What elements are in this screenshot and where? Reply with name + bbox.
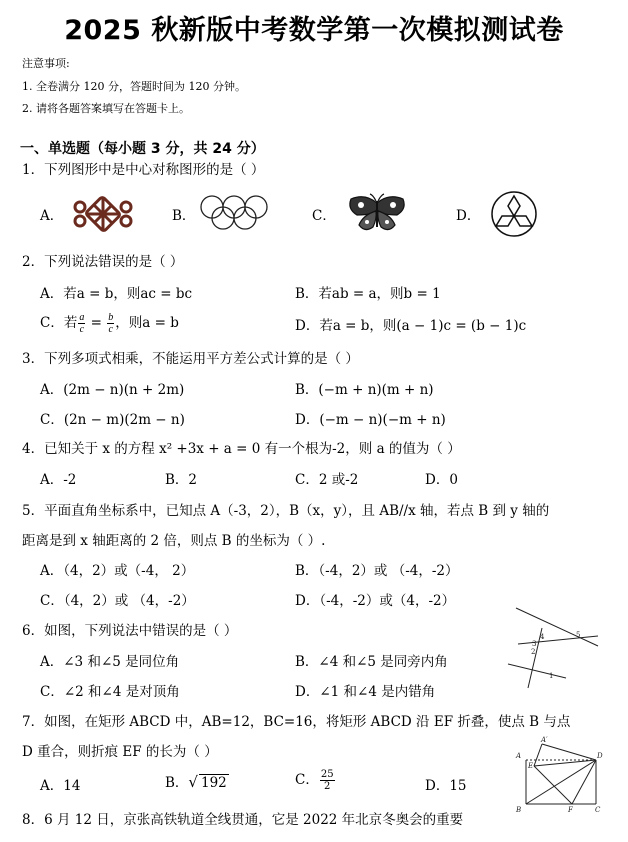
question-7-stem-line-2: D 重合，则折痕 EF 的长为（ ） — [22, 744, 218, 760]
q4-option-c: C．2 或-2 — [295, 472, 359, 488]
page-title: 2025 秋新版中考数学第一次模拟测试卷 — [64, 15, 564, 46]
q6-option-d: D．∠1 和∠4 是内错角 — [295, 684, 436, 700]
q2-option-a: A．若a = b，则ac = bc — [40, 286, 193, 302]
angle-label-4: 4 — [540, 633, 545, 641]
point-label-b: B — [516, 806, 522, 814]
notice-title: 注意事项: — [22, 57, 70, 70]
q7-option-b-label: B． — [165, 775, 189, 791]
question-8-stem: 8．6 月 12 日，京张高铁轨道全线贯通，它是 2022 年北京冬奥会的重要 — [22, 812, 464, 828]
q1-option-b-label: B． — [172, 208, 196, 224]
question-2-stem: 2．下列说法错误的是（ ） — [22, 254, 184, 270]
point-label-c: C — [595, 806, 601, 814]
olympic-rings-icon — [198, 192, 270, 234]
folded-rectangle-figure — [512, 736, 608, 814]
equals-sign: = — [86, 315, 107, 331]
point-label-d: D — [597, 752, 603, 760]
q3-option-b: B．(−m + n)(m + n) — [295, 382, 434, 398]
q7-option-c — [295, 768, 336, 792]
q3-option-a: A．(2m − n)(n + 2m) — [40, 382, 185, 398]
q6-option-b: B．∠4 和∠5 是同旁内角 — [295, 654, 448, 670]
butterfly-icon — [345, 193, 409, 235]
notice-item-1: 1. 全卷满分 120 分，答题时间为 120 分钟。 — [22, 80, 246, 93]
point-label-e: E — [528, 762, 534, 770]
q2-option-c — [40, 311, 179, 335]
angle-label-2: 2 — [531, 648, 536, 656]
q4-option-b: B．2 — [165, 472, 198, 488]
q5-option-d: D．（-4，-2）或（4，-2） — [295, 593, 456, 609]
fraction-a-over-c: $\frac{a}{c}$ — [79, 312, 85, 335]
angle-label-1: 1 — [549, 672, 554, 680]
q6-option-a: A．∠3 和∠5 是同位角 — [40, 654, 180, 670]
question-5-stem-line-1: 5．平面直角坐标系中，已知点 A（-3，2），B（x，y），且 AB//x 轴，若点 B 到 y 轴的 — [22, 503, 550, 519]
point-label-a-prime: A′ — [541, 736, 548, 744]
q2-option-d: D．若a = b，则(a − 1)c = (b − 1)c — [295, 318, 527, 334]
q4-option-d: D．0 — [425, 472, 458, 488]
q7-option-c-label: C． — [295, 772, 319, 788]
notice-item-2: 2. 请将各题答案填写在答题卡上。 — [22, 102, 190, 115]
q3-option-d: D．(−m − n)(−m + n) — [295, 412, 446, 428]
q5-option-b: B．（-4，2）或 （-4，-2） — [295, 563, 459, 579]
q4-option-a: A．-2 — [40, 472, 77, 488]
question-4-stem: 4．已知关于 x 的方程 x² +3x + a = 0 有一个根为-2，则 a 的值为（ ） — [22, 441, 461, 457]
angle-label-5: 5 — [576, 631, 581, 639]
fraction-b-over-c: $\frac{b}{c}$ — [108, 312, 114, 335]
q2-option-c-suffix: ，则a = b — [115, 315, 179, 331]
q7-option-d: D．15 — [425, 778, 467, 794]
chinese-knot-icon — [72, 193, 134, 235]
angle-label-3: 3 — [532, 640, 537, 648]
q1-option-c-label: C． — [312, 208, 336, 224]
q2-option-b: B．若ab = a，则b = 1 — [295, 286, 441, 302]
q5-option-c: C．（4，2）或 （4，-2） — [40, 593, 195, 609]
point-label-a: A — [516, 752, 522, 760]
q1-option-a-label: A． — [40, 208, 64, 224]
q7-option-b: B．√ 192 — [165, 773, 227, 791]
mitsubishi-circle-icon — [490, 190, 538, 238]
q3-option-c: C．(2n − m)(2m − n) — [40, 412, 185, 428]
point-label-f: F — [568, 806, 573, 814]
question-6-stem: 6．如图，下列说法中错误的是（ ） — [22, 623, 238, 639]
question-7-stem-line-1: 7．如图，在矩形 ABCD 中，AB=12，BC=16，将矩形 ABCD 沿 EF 折叠，使点 B 与点 — [22, 714, 571, 730]
q1-option-d-label: D． — [456, 208, 481, 224]
section-title: 一、单选题（每小题 3 分，共 24 分） — [20, 141, 265, 157]
question-5-stem-line-2: 距离是到 x 轴距离的 2 倍，则点 B 的坐标为（ ）. — [22, 533, 326, 549]
q6-option-c: C．∠2 和∠4 是对顶角 — [40, 684, 180, 700]
question-1-stem: 1．下列图形中是中心对称图形的是（ ） — [22, 162, 265, 178]
q2-option-c-prefix: C．若 — [40, 315, 78, 331]
q7-sqrt-radicand: 192 — [200, 775, 227, 791]
question-3-stem: 3．下列多项式相乘，不能运用平方差公式计算的是（ ） — [22, 351, 359, 367]
q5-option-a: A．（4，2）或（-4， 2） — [40, 563, 195, 579]
angle-lines-figure — [506, 604, 606, 690]
q7-option-a: A．14 — [40, 778, 81, 794]
fraction-25-over-2: $\frac{25}{2}$ — [320, 769, 334, 792]
